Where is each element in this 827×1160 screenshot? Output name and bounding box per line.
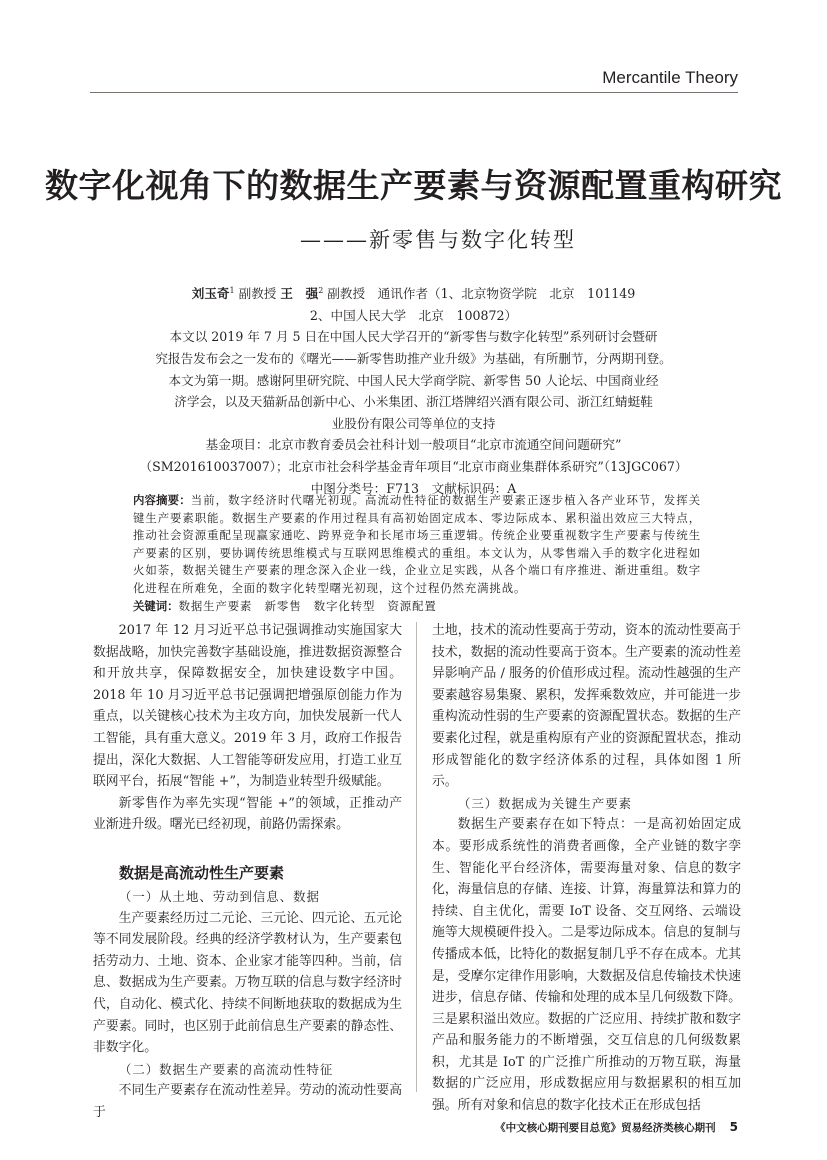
abstract-body xyxy=(133,492,701,598)
article-title: 数字化视角下的数据生产要素与资源配置重构研究 xyxy=(45,166,782,205)
article-subtitle: ———新零售与数字化转型 xyxy=(300,228,576,252)
paragraph: 生产要素经历过二元论、三元论、四元论、五元论等不同发展阶段。经典的经济学教材认为，生产要素包括劳动力、土地、资本、企业家才能等四种。当前，信息、数据成为生产要素。万物互联的信息与数字经济时代，自动化、模式化、持续不间断地获取的数据成为生产要素。同时，也区别于此前信息生产要素的静态性、非数字化。 xyxy=(93,910,402,1056)
section-heading: 数据是高流动性生产要素 xyxy=(119,863,285,882)
page-footer xyxy=(495,1120,738,1135)
body-column-left xyxy=(93,620,402,1123)
subsection-heading: （二）数据生产要素的高流动性特征 xyxy=(119,1061,334,1077)
note-line: 究报告发布会之一发布的《曙光——新零售助推产业升级》为基础，有所删节，分两期刊登。 xyxy=(155,350,672,366)
subsection-heading: （三）数据成为关键生产要素 xyxy=(458,795,633,811)
keywords xyxy=(133,598,701,616)
note-line: 本文为第一期。感谢阿里研究院、中国人民大学商学院、新零售 50 人论坛、中国商业经 xyxy=(168,372,659,388)
author-affil-mark: 1 xyxy=(229,286,235,295)
classification-line: 中图分类号：F713 文献标识码：A xyxy=(310,480,517,496)
paragraph: 数据生产要素存在如下特点：一是高初始固定成本。要形成系统性的消费者画像，全产业链的数字孪生、智能化平台经济体，需要海量对象、信息的数字化，海量信息的存储、连接、计算，海量算法和算力的持续、自主优化，需要 IoT 设备、交互网络、云端设施等大规模硬件投入。二是零边际成本。信息的复制与传播成本低，比特化的数据复制几乎不存在成本。尤其是，受摩尔定律作用影响，大数据及信息传输技术快速进步，信息存储、传输和处理的成本呈几何级数下降。三是累积溢出效应。数据的广泛应用、持续扩散和数字产品和服务能力的不断增强，交互信息的几何级数累积，尤其是 IoT 的广泛推广所推动的万物互联，海量数据的广泛应用，形成数据应用与数据累积的相互加强。所有对象和信息的数字化技术正在形成包括 xyxy=(432,817,741,1114)
note-line: 本文以 2019 年 7 月 5 日在中国人民大学召开的“新零售与数字化转型”系列研讨会暨研 xyxy=(169,329,658,345)
author-name: 刘玉奇 xyxy=(191,286,230,302)
fund-line: 基金项目：北京市教育委员会社科计划一般项目“北京市流通空间问题研究” xyxy=(205,437,622,453)
abstract xyxy=(133,492,701,615)
keywords-label: 关键词： xyxy=(133,598,179,613)
page-number: 5 xyxy=(729,1120,738,1134)
author-line xyxy=(100,280,727,305)
author-role: 副教授 xyxy=(238,286,277,302)
front-matter xyxy=(100,280,727,499)
header-rule xyxy=(90,92,738,93)
subsection-heading: （一）从土地、劳动到信息、数据 xyxy=(119,888,320,904)
abstract-label: 内容摘要： xyxy=(133,493,191,507)
paragraph-continued: 土地，技术的流动性要高于劳动，资本的流动性要高于技术，数据的流动性要高于资本。生产要素的流动性差异影响产品 / 服务的价值形成过程。流动性越强的生产要素越容易集聚、累积，发挥乘数效应，并可能进一步重构流动性弱的生产要素的资源配置状态。数据的生产要素化过程，就是重构原有产业的资源配置状态，推动形成智能化的数字经济体系的过程，具体如图 1 所示。 xyxy=(432,623,741,790)
keywords-text: 数据生产要素 新零售 数字化转型 资源配置 xyxy=(178,598,437,613)
author-name: 王 强 xyxy=(280,286,319,302)
paragraph: 不同生产要素存在流动性差异。劳动的流动性要高于 xyxy=(93,1083,402,1120)
body-column-right xyxy=(432,620,741,1117)
paragraph: 新零售作为率先实现“智能 +”的领域，正推动产业渐进升级。曙光已经初现，前路仍需探索。 xyxy=(93,795,402,833)
affiliation-line: 2、中国人民大学 北京 100872） xyxy=(309,307,518,323)
author-role: 副教授 通讯作者（1、北京物资学院 北京 101149 xyxy=(327,286,636,302)
journal-name: 《中文核心期刊要目总览》贸易经济类核心期刊 xyxy=(495,1122,716,1134)
note-line: 业股份有限公司等单位的支持 xyxy=(331,415,496,431)
fund-line: （SM201610037007）；北京市社会科学基金青年项目“北京市商业集群体系研究”（13JGC067） xyxy=(139,458,688,474)
running-head: Mercantile Theory xyxy=(602,68,738,87)
paragraph: 2017 年 12 月习近平总书记强调推动实施国家大数据战略，加快完善数字基础设施，推进数据资源整合和开放共享，保障数据安全，加快建设数字中国。2018 年 10 月习近平总书记强调把增强原创能力作为重点，以关键核心技术为主攻方向，加快发展新一代人工智能，具有重大意义。2019 年 3 月，政府工作报告提出，深化大数据、人工智能等研发应用，打造工业互联网平台，拓展“智能 +”，为制造业转型升级赋能。 xyxy=(93,623,402,790)
note-line: 济学会，以及天猫新品创新中心、小米集团、浙江塔牌绍兴酒有限公司、浙江红蜻蜓鞋 xyxy=(174,394,653,410)
column-divider xyxy=(416,622,417,1092)
abstract-text: 当前，数字经济时代曙光初现。高流动性特征的数据生产要素正逐步植入各产业环节，发挥关键生产要素职能。数据生产要素的作用过程具有高初始固定成本、零边际成本、累积溢出效应三大特点，推动社会资源重配呈现赢家通吃、跨界竞争和长尾市场三重逻辑。传统企业要重视数字生产要素与传统生产要素的区别，要协调传统思维模式与互联网思维模式的重组。本文认为，从零售端入手的数字化进程如火如荼，数据关键生产要素的理念深入企业一线，企业立足实践，从各个端口有序推进、渐进重组。数字化进程在所难免，全面的数字化转型曙光初现，这个过程仍然充满挑战。 xyxy=(133,493,701,595)
author-affil-mark: 2 xyxy=(318,286,324,295)
